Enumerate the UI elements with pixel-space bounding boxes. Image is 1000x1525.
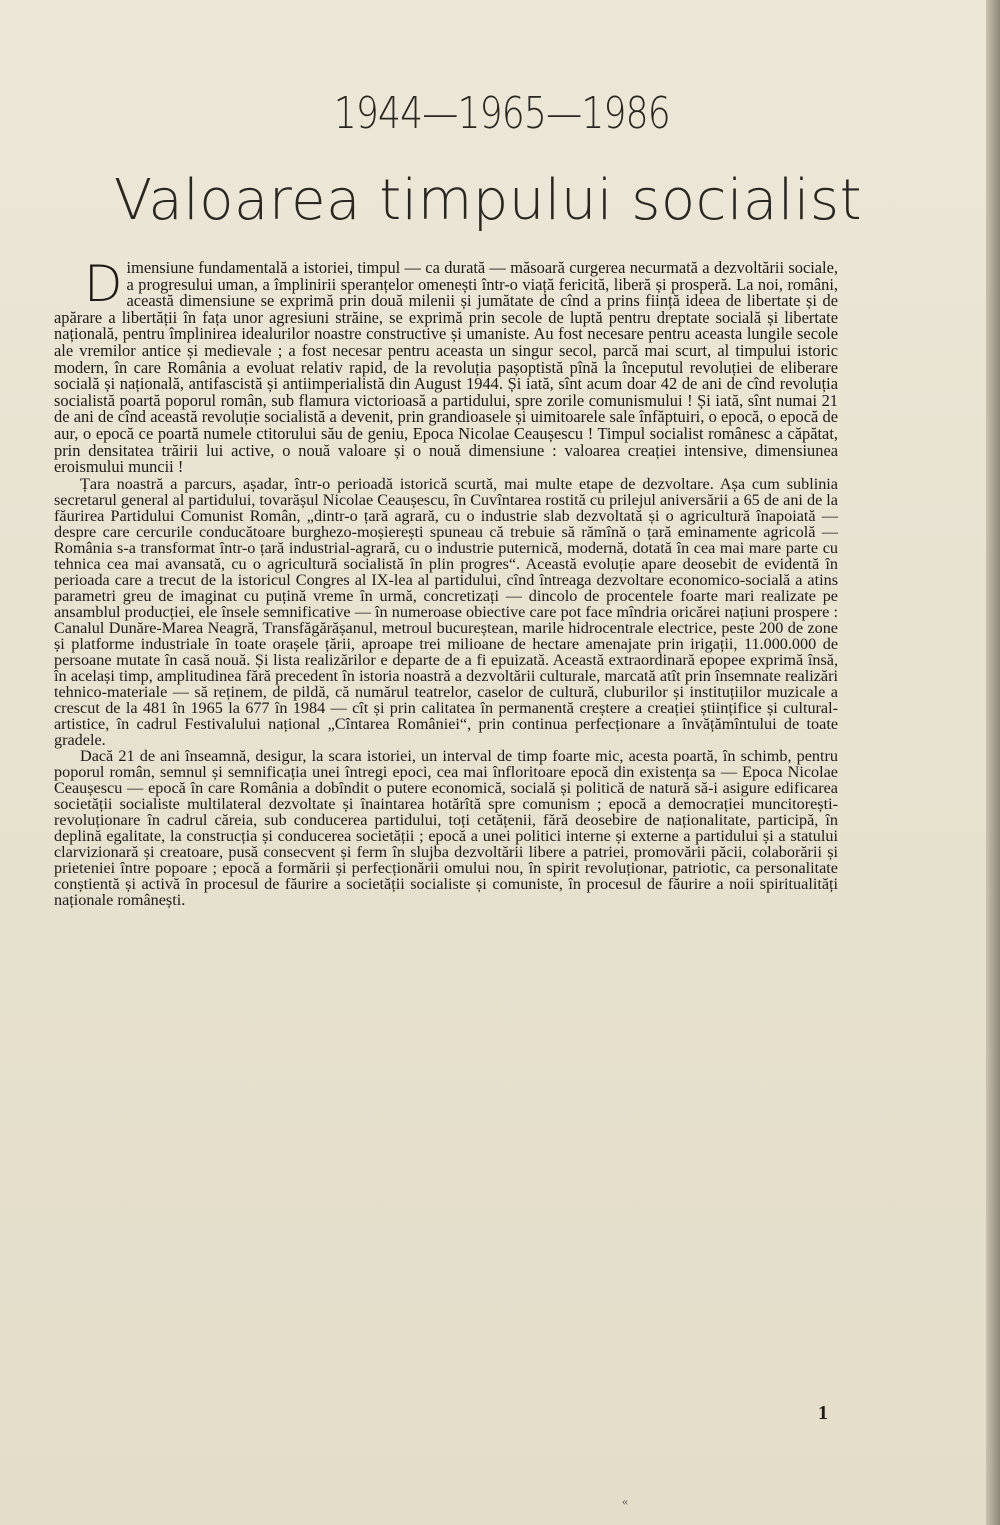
paragraph-3: Dacă 21 de ani înseamnă, desigur, la scara istoriei, un interval de timp foarte mic, acesta poartă, în schimb, pentru poporul român, semnul și semnificația unei întregi epoci, cea mai înfloritoare epocă din existența sa — Epoca Nicolae Ceaușescu — epocă în care România a dobîndit o putere economică, socială și politică de natură să-i asigure edificarea societății socialiste multilateral dezvoltate și înaintarea hotărîtă spre comunism ; epocă a democrației muncitorești-revoluționare în cadrul căreia, sub conducerea partidului, toți cetățenii, fără deosebire de naționalitate, participă, în deplină egalitate, la construcția și conducerea societății ; epocă a unei politici interne și externe a partidului și a statului clarvizionară și creatoare, pusă consecvent și ferm în slujba dezvoltării libere a patriei, promovării păcii, colaborării și prieteniei între popoare ; epocă a formării și perfecționării omului nou, în spirit revoluționar, patriotic, ca personalitate conștientă și activă în procesul de făurire a societății socialiste și comuniste, în procesul de făurire a noii spiritualități naționale românești. bbox=[54, 746, 838, 909]
heading-years: 1944—1965—1986 bbox=[333, 88, 670, 139]
print-mark: « bbox=[622, 1494, 628, 1508]
article-body bbox=[54, 255, 838, 909]
page-number: 1 bbox=[818, 1402, 828, 1424]
article-title: Valoarea timpului socialist bbox=[113, 168, 863, 233]
paragraph-1: Dimensiune fundamentală a istoriei, timpul — ca durată — măsoară curgerea necurmată a dezvoltării sociale, a progresului uman, a împlinirii speranțelor omenești într-o viață fericită, liberă și prosperă. La noi, români, această dimensiune se exprimă prin două milenii și jumătate de cînd a prins ființă ideea de libertate și de apărare a libertății în fața unor agresiuni străine, se exprimă prin secole de luptă pentru dreptate socială și libertate națională, pentru împlinirea idealurilor noastre constructive și umaniste. Au fost necesare pentru aceasta lungile secole ale vremilor antice și medievale ; a fost necesar pentru aceasta un singur secol, parcă mai scurt, al timpului istoric modern, în care România a evoluat relativ rapid, de la revoluția pașoptistă pînă la începutul revoluției de eliberare socială și națională, antifascistă și antiimperialistă din August 1944. Și iată, sînt acum doar 42 de ani de cînd revoluția socialistă poartă poporul român, sub flamura victorioasă a partidului, spre zorile comunismului ! Și iată, sînt numai 21 de ani de cînd această revoluție socialistă a devenit, prin grandioasele și uimitoarele sale înfăptuiri, o epocă, o epocă de aur, o epocă ce poartă numele ctitorului său de geniu, Epoca Nicolae Ceaușescu ! Timpul socialist românesc a căpătat, prin densitatea trăirii lui active, o nouă valoare și o nouă dimensiune : valoarea creației intensive, dimensiunea eroismului muncii ! bbox=[54, 255, 838, 477]
paragraph-2: Țara noastră a parcurs, așadar, într-o perioadă istorică scurtă, mai multe etape de dezvoltare. Așa cum sublinia secretarul general al partidului, tovarășul Nicolae Ceaușescu, în Cuvîntarea rostită cu prilejul aniversării a 65 de ani de la făurirea Partidului Comunist Român, „dintr-o țară agrară, cu o industrie slab dezvoltată și o agricultură înapoiată — despre care cercurile conducătoare burghezo-moșierești spuneau că trebuie să rămînă o țară eminamente agricolă — România s-a transformat într-o țară industrial-agrară, cu o industrie puternică, modernă, dotată în cea mai mare parte cu tehnica cea mai avansată, cu o agricultură socialistă în plin progres“. Această evoluție apare deosebit de evidentă în perioada care a trecut de la istoricul Congres al IX-lea al partidului, cînd întreaga dezvoltare economico-socială a atins parametri greu de imaginat cu puțină vreme în urmă, concretizați — dincolo de procentele foarte mari realizate pe ansamblul producției, ele însele semnificative — în numeroase obiective care pot face mîndria oricărei națiuni prospere : Canalul Dunăre-Marea Neagră, Transfăgărășanul, metroul bucureștean, marile hidrocentrale electrice, peste 200 de zone și platforme industriale în toate orașele țării, aproape trei milioane de hectare amenajate prin irigații, 11.000.000 de persoane mutate în casă nouă. Și lista realizărilor e departe de a fi epuizată. Această extraordinară epopee exprimă însă, în același timp, amplitudinea fără precedent în istoria noastră a dezvoltării culturale, marcată atît prin însemnate realizări tehnico-materiale — să reținem, de pildă, că numărul teatrelor, caselor de cultură, cluburilor și instituțiilor muzicale a crescut de la 481 în 1965 la 677 în 1984 — cît și prin calitatea în permanentă creștere a creației științifice și cultural-artistice, în cadrul Festivalului național „Cîntarea României“, prin continua perfecționare a învățămîntului de toate gradele. bbox=[54, 474, 838, 749]
book-spine-shadow bbox=[986, 0, 1000, 1525]
